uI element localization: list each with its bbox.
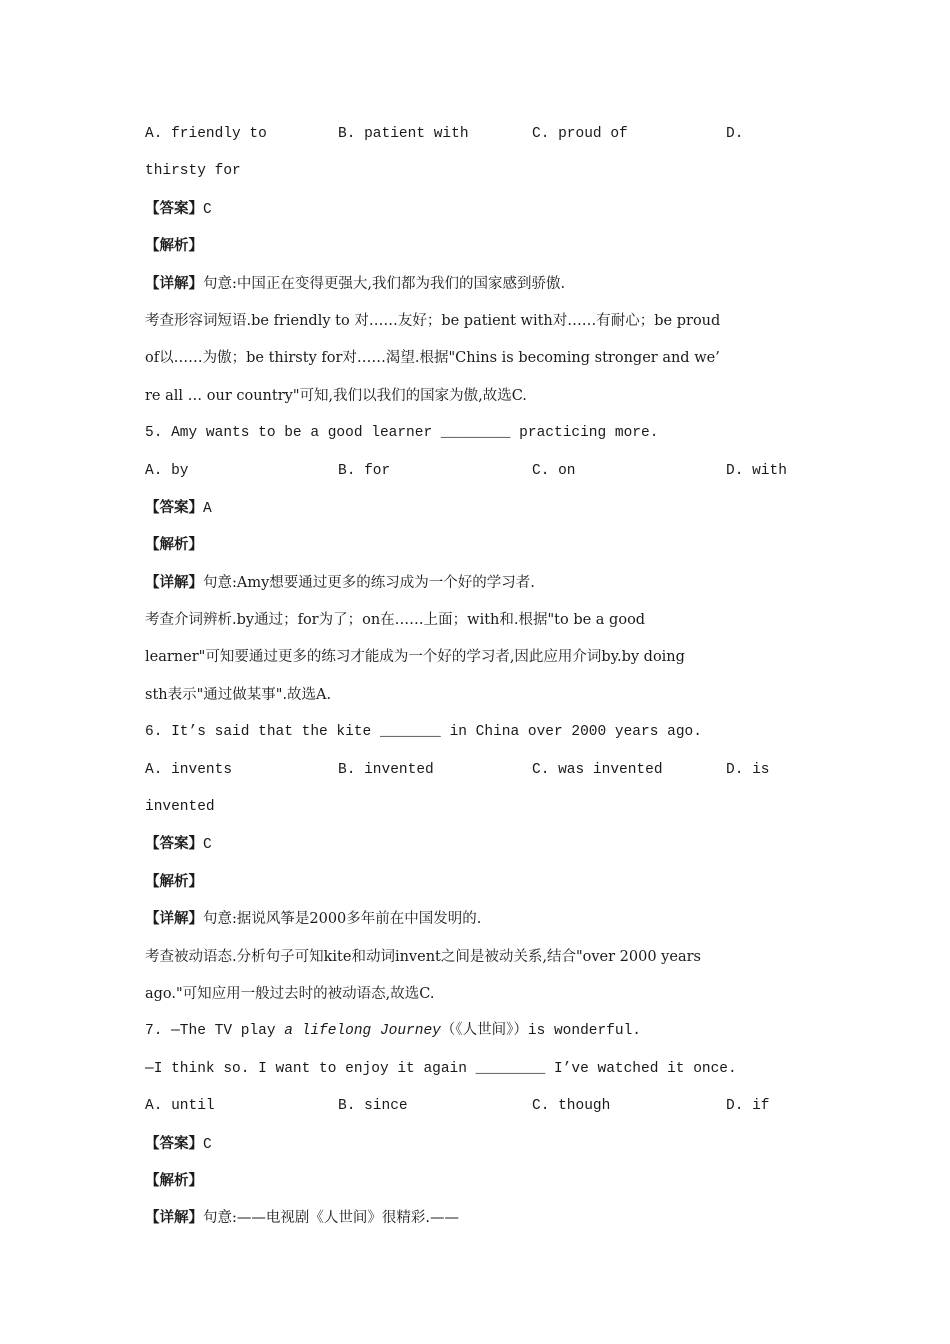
q6-stem-pre: 6. It’s said that the kite [145, 724, 380, 741]
q4-detail-1 [145, 269, 810, 306]
document-page [145, 119, 810, 1241]
answer-tag: 【答案】 [145, 835, 203, 853]
q7-options-row [145, 1091, 810, 1128]
detail-text: 句意:Amy想要通过更多的练习成为一个好的学习者. [203, 574, 535, 591]
detail-tag: 【详解】 [145, 274, 203, 292]
q4-options-row [145, 119, 810, 156]
q7-option-d: D. if [726, 1098, 770, 1115]
q5-detail-3: learner"可知要通过更多的练习才能成为一个好的学习者,因此应用介词by.by doing [145, 649, 685, 666]
q6-stem-post: in China over 2000 years ago. [440, 724, 702, 741]
q6-option-d-continued: invented [145, 799, 215, 816]
q6-answer [145, 829, 810, 866]
q5-option-d: D. with [726, 462, 787, 479]
q5-option-b: B. for [338, 462, 391, 479]
q5-detail-4: sth表示"通过做某事".故选A. [145, 686, 332, 703]
q6-option-a: A. invents [145, 761, 233, 778]
q6-option-d: D. is [726, 761, 770, 778]
q4-answer [145, 194, 810, 231]
answer-tag: 【答案】 [145, 498, 203, 516]
q5-detail-1 [145, 568, 810, 605]
answer-value: C [203, 201, 212, 218]
q5-stem [145, 418, 810, 455]
q7-detail-1 [145, 1203, 810, 1240]
detail-tag: 【详解】 [145, 1209, 203, 1227]
q7-reply-pre: —I think so. I want to enjoy it again [145, 1060, 476, 1077]
q5-stem-pre: 5. Amy wants to be a good learner [145, 425, 441, 442]
q7-stem [145, 1016, 810, 1053]
answer-value: A [203, 500, 212, 517]
q4-option-d: D. [726, 126, 744, 142]
q6-stem [145, 717, 810, 754]
q5-blank: ________ [440, 425, 511, 442]
answer-tag: 【答案】 [145, 199, 203, 217]
answer-value: C [203, 1136, 212, 1153]
q5-stem-post: practicing more. [510, 425, 659, 442]
q7-blank: ________ [475, 1060, 546, 1077]
q7-option-a: A. until [145, 1098, 215, 1115]
q7-option-c: C. though [532, 1098, 611, 1115]
q7-analysis-tag: 【解析】 [145, 1171, 203, 1189]
q5-detail-2: 考查介词辨析.by通过；for为了；on在……上面；with和.根据"to be a good [145, 612, 646, 629]
detail-text: 句意:中国正在变得更强大,我们都为我们的国家感到骄傲. [203, 275, 566, 292]
q4-detail-2: 考查形容词短语.be friendly to 对……友好；be patient with对……有耐心；be proud [145, 312, 721, 329]
answer-value: C [203, 837, 212, 854]
detail-tag: 【详解】 [145, 910, 203, 928]
q7-stem-pre: 7. —The TV play [145, 1023, 285, 1040]
q6-option-b: B. invented [338, 761, 434, 778]
q4-detail-4: re all … our country"可知,我们以我们的国家为傲,故选C. [145, 387, 527, 404]
q7-stem-post: （《人世间》）is wonderful. [440, 1023, 641, 1040]
answer-tag: 【答案】 [145, 1134, 203, 1152]
q6-analysis-tag: 【解析】 [145, 872, 203, 890]
q5-option-c: C. on [532, 462, 576, 479]
q4-analysis-tag: 【解析】 [145, 237, 203, 255]
q6-detail-1 [145, 904, 810, 941]
q4-option-b: B. patient with [338, 126, 469, 142]
q4-option-a: A. friendly to [145, 126, 267, 142]
q5-answer [145, 493, 810, 530]
q6-detail-3: ago."可知应用一般过去时的被动语态,故选C. [145, 985, 435, 1002]
q7-reply [145, 1054, 810, 1091]
q5-option-a: A. by [145, 462, 189, 479]
q6-detail-2: 考查被动语态.分析句子可知kite和动词invent之间是被动关系,结合"over 2000 years [145, 948, 701, 965]
q4-option-d-continued: thirsty for [145, 163, 241, 180]
q5-options-row [145, 456, 810, 493]
q7-option-b: B. since [338, 1098, 408, 1115]
q6-options-row [145, 755, 810, 792]
q7-title-italic: a lifelong Journey [284, 1023, 441, 1040]
q4-option-c: C. proud of [532, 126, 628, 142]
detail-text: 句意:——电视剧《人世间》很精彩.—— [203, 1210, 459, 1227]
q5-analysis-tag: 【解析】 [145, 536, 203, 554]
detail-tag: 【详解】 [145, 573, 203, 591]
q6-option-c: C. was invented [532, 761, 663, 778]
q7-reply-post: I’ve watched it once. [545, 1060, 737, 1077]
q4-detail-3: of以……为傲；be thirsty for对……渴望.根据"Chins is becoming stronger and we’ [145, 350, 720, 367]
q7-answer [145, 1129, 810, 1166]
q6-blank: _______ [379, 724, 441, 741]
detail-text: 句意:据说风筝是2000多年前在中国发明的. [203, 911, 482, 928]
